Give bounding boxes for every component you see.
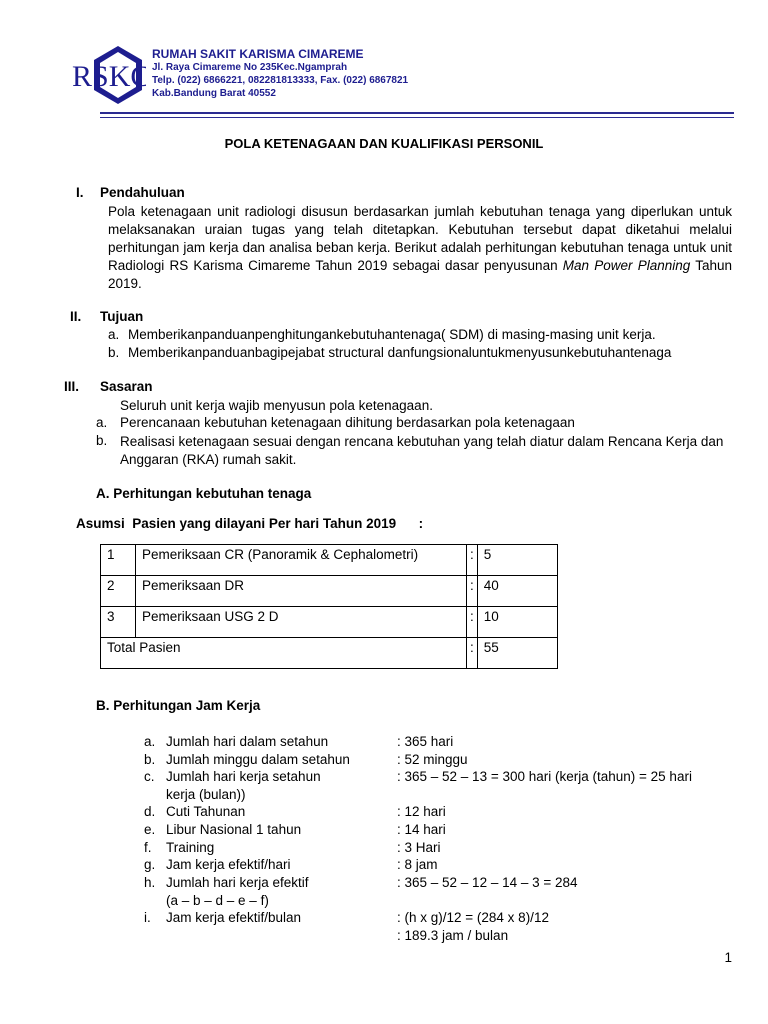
- logo-text: RSKC: [72, 60, 146, 93]
- section3-number: III.: [64, 379, 80, 394]
- calc-label: Jumlah hari kerja setahun: [166, 769, 321, 784]
- calc-value: : 8 jam: [397, 857, 438, 872]
- calc-value: : 365 hari: [397, 734, 454, 749]
- row-value: 40: [477, 576, 557, 607]
- list-marker: a.: [96, 415, 108, 430]
- row-value: 5: [477, 545, 557, 576]
- list-item: Memberikanpanduanpenghitungankebutuhantenaga( SDM) di masing-masing unit kerja.: [128, 327, 656, 342]
- calc-value-continued: : 189.3 jam / bulan: [397, 928, 509, 943]
- list-item: Realisasi ketenagaan sesuai dengan rencana kebutuhan yang telah diatur dalam Rencana Kerja dan Anggaran (RKA) rumah sakit.: [120, 434, 724, 467]
- header-rule-thick: [100, 112, 734, 114]
- calc-label: Jumlah hari kerja efektif: [166, 875, 309, 890]
- total-sep: :: [467, 638, 478, 669]
- hospital-logo: [70, 44, 146, 106]
- list-marker: h.: [144, 875, 156, 890]
- patient-table: [100, 544, 558, 669]
- calc-value: : 365 – 52 – 12 – 14 – 3 = 284: [397, 875, 578, 890]
- list-marker: a.: [144, 734, 156, 749]
- section1-number: I.: [76, 185, 84, 200]
- subsection-a-heading: A. Perhitungan kebutuhan tenaga: [96, 486, 312, 501]
- hospital-city: Kab.Bandung Barat 40552: [152, 88, 276, 99]
- section1-text: Pola ketenagaan unit radiologi disusun berdasarkan jumlah kebutuhan tenaga yang diperlukan untuk melaksanakan uraian tugas yang telah ditetapkan. Kebutuhan tersebut dapat diketahui melalui perhitungan jam kerja dan analisa beban kerja. Berikut adalah perhitungan kebutuhan tenaga untuk unit Radiologi RS Karisma Cimareme Tahun 2019 sebagai dasar penyusunan: [108, 204, 732, 273]
- section3-intro: Seluruh unit kerja wajib menyusun pola ketenagaan.: [120, 398, 433, 413]
- subsection-b-heading: B. Perhitungan Jam Kerja: [96, 698, 261, 713]
- section2-heading: Tujuan: [100, 309, 144, 324]
- hospital-phone: Telp. (022) 6866221, 082281813333, Fax. (022) 6867821: [152, 75, 409, 86]
- calc-value: : 365 – 52 – 13 = 300 hari (kerja (tahun) = 25 hari: [397, 769, 692, 784]
- row-no: 1: [101, 545, 136, 576]
- list-item: Memberikanpanduanbagipejabat structural danfungsionaluntukmenyusunkebutuhantenaga: [128, 345, 672, 360]
- header-rule-thin: [100, 117, 734, 118]
- table-row: [101, 576, 558, 607]
- row-label: Pemeriksaan CR (Panoramik & Cephalometri): [136, 545, 467, 576]
- calc-label: Jumlah hari dalam setahun: [166, 734, 329, 749]
- section1-paragraph: [108, 203, 732, 293]
- calc-value: : 52 minggu: [397, 752, 468, 767]
- calc-label: Cuti Tahunan: [166, 804, 246, 819]
- row-sep: :: [467, 607, 478, 638]
- calc-label: Jam kerja efektif/hari: [166, 857, 291, 872]
- section3-heading: Sasaran: [100, 379, 153, 394]
- list-marker: b.: [96, 433, 108, 448]
- calc-value: : 3 Hari: [397, 840, 441, 855]
- section2-number: II.: [70, 309, 82, 324]
- row-label: Pemeriksaan USG 2 D: [136, 607, 467, 638]
- list-item: Perencanaan kebutuhan ketenagaan dihitung berdasarkan pola ketenagaan: [120, 415, 575, 430]
- list-marker: g.: [144, 857, 156, 872]
- row-no: 2: [101, 576, 136, 607]
- list-marker: f.: [144, 840, 152, 855]
- calc-value: : (h x g)/12 = (284 x 8)/12: [397, 910, 549, 925]
- row-label: Pemeriksaan DR: [136, 576, 467, 607]
- list-marker: c.: [144, 769, 155, 784]
- total-label: Total Pasien: [101, 638, 467, 669]
- page-number: 1: [724, 950, 732, 965]
- document-title: POLA KETENAGAAN DAN KUALIFIKASI PERSONIL: [224, 136, 544, 151]
- total-value: 55: [477, 638, 557, 669]
- section1-text-end: Tahun 2019.: [108, 258, 733, 291]
- section1-italic: Man Power Planning: [562, 258, 691, 273]
- calc-label: Jam kerja efektif/bulan: [166, 910, 302, 925]
- list-marker: d.: [144, 804, 156, 819]
- calc-value: : 12 hari: [397, 804, 446, 819]
- row-sep: :: [467, 576, 478, 607]
- calc-label-continued: (a – b – d – e – f): [166, 893, 269, 908]
- list-marker: i.: [144, 910, 151, 925]
- table-row: [101, 607, 558, 638]
- table-total-row: [101, 638, 558, 669]
- list-marker: b.: [144, 752, 156, 767]
- row-no: 3: [101, 607, 136, 638]
- calc-label: Training: [166, 840, 215, 855]
- section1-heading: Pendahuluan: [100, 185, 185, 200]
- list-marker: e.: [144, 822, 156, 837]
- calc-label: Jumlah minggu dalam setahun: [166, 752, 350, 767]
- list-marker: a.: [108, 327, 120, 342]
- calc-value: : 14 hari: [397, 822, 446, 837]
- calc-label: Libur Nasional 1 tahun: [166, 822, 302, 837]
- asumsi-heading: Asumsi Pasien yang dilayani Per hari Tahun 2019 :: [76, 516, 424, 531]
- hospital-address: Jl. Raya Cimareme No 235Kec.Ngamprah: [152, 62, 348, 73]
- table-row: [101, 545, 558, 576]
- hospital-name: RUMAH SAKIT KARISMA CIMAREME: [152, 47, 364, 61]
- row-value: 10: [477, 607, 557, 638]
- row-sep: :: [467, 545, 478, 576]
- list-marker: b.: [108, 345, 120, 360]
- calc-label-continued: kerja (bulan)): [166, 787, 246, 802]
- hospital-header: [152, 48, 408, 100]
